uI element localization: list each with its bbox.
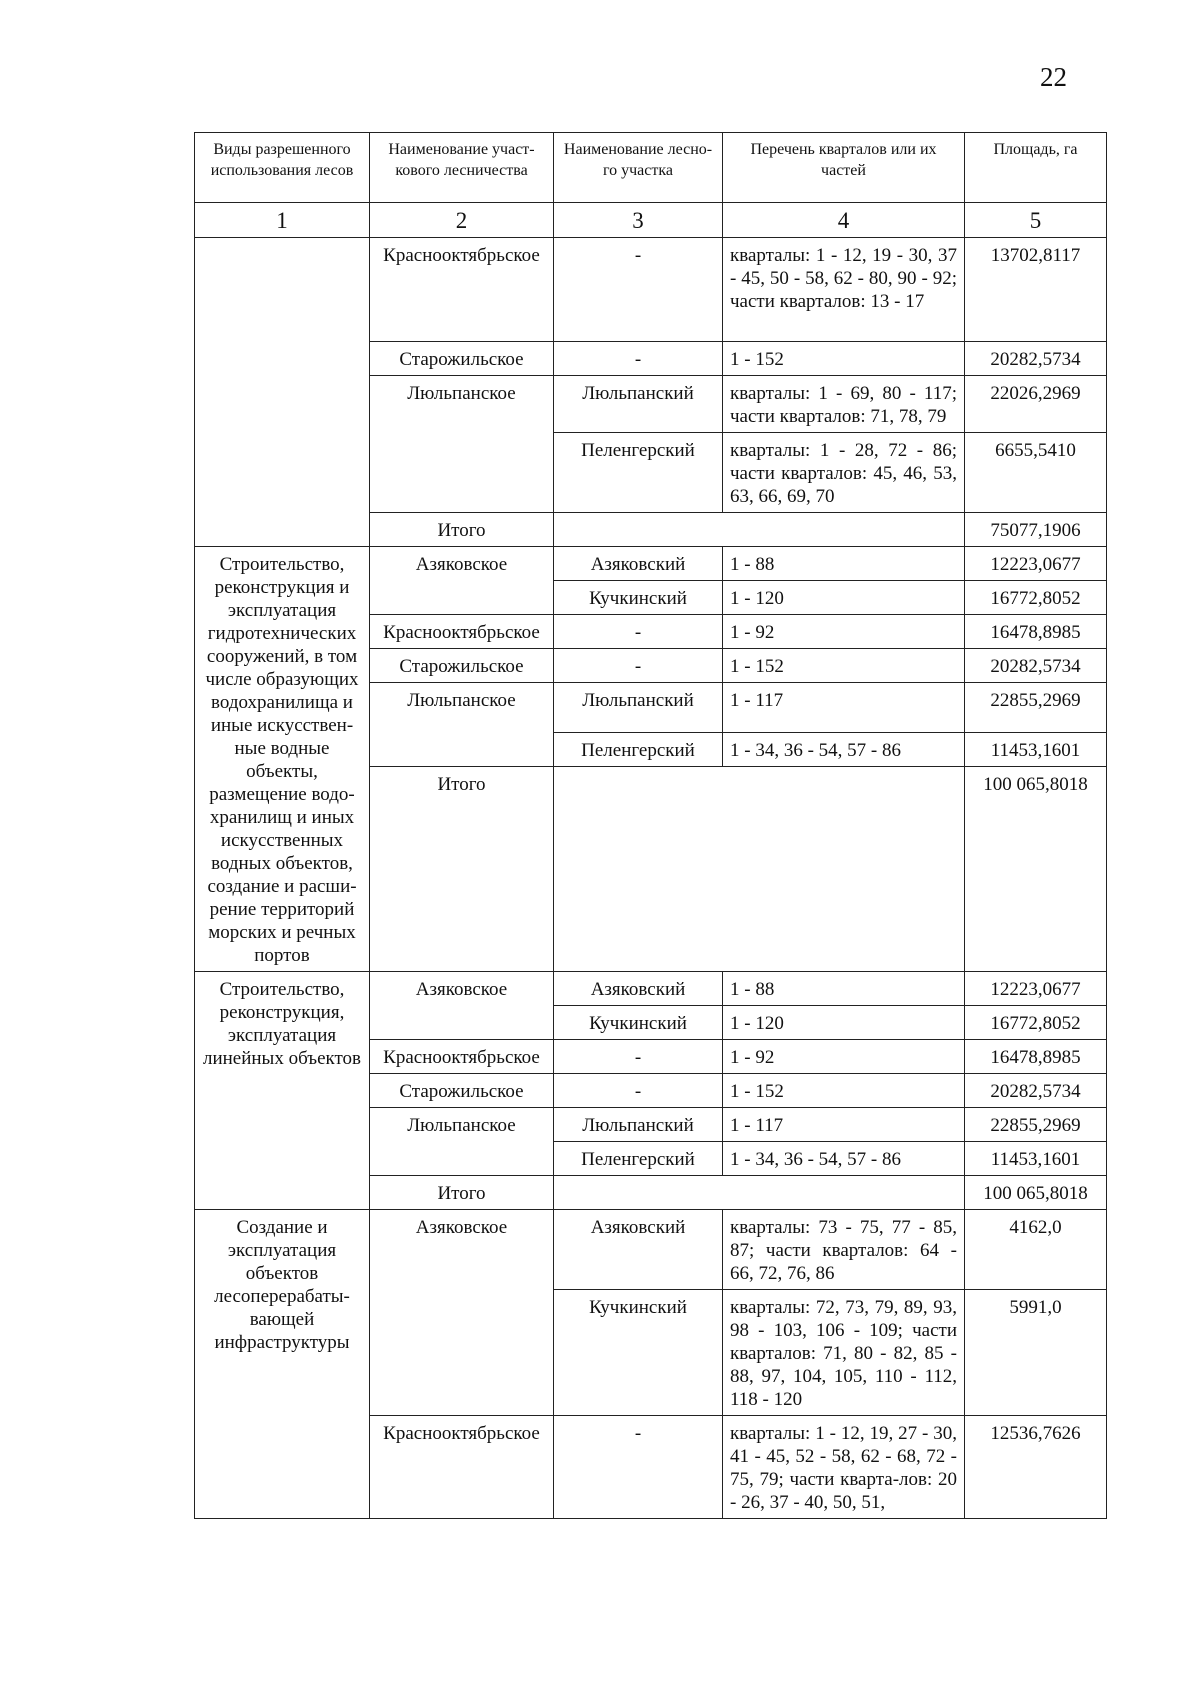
column-number-row xyxy=(195,203,1107,238)
forestry-cell: Люльпанское xyxy=(370,683,554,767)
area-cell: 20282,5734 xyxy=(965,1074,1107,1108)
header-area: Площадь, га xyxy=(965,133,1107,203)
header-forestry: Наименование участ-кового лесничества xyxy=(370,133,554,203)
area-cell: 12536,7626 xyxy=(965,1416,1107,1519)
column-number: 2 xyxy=(370,203,554,238)
page-number: 22 xyxy=(1040,62,1067,92)
table-row xyxy=(195,238,1107,342)
plot-cell: Азяковский xyxy=(554,547,723,581)
quarters-cell: кварталы: 1 - 12, 19, 27 - 30, 41 - 45, 52 - 58, 62 - 68, 72 - 75, 79; части кварта-лов: 20 - 26, 37 - 40, 50, 51, xyxy=(723,1416,965,1519)
area-cell: 13702,8117 xyxy=(965,238,1107,342)
area-cell: 16772,8052 xyxy=(965,581,1107,615)
forestry-cell: Старожильское xyxy=(370,342,554,376)
use-type-cell: Строительство, реконструкция, эксплуатация линейных объектов xyxy=(195,972,370,1210)
area-cell: 16478,8985 xyxy=(965,615,1107,649)
forestry-cell: Люльпанское xyxy=(370,376,554,513)
total-empty xyxy=(554,767,965,972)
table-row xyxy=(195,547,1107,581)
total-label: Итого xyxy=(370,767,554,972)
area-cell: 11453,1601 xyxy=(965,733,1107,767)
area-cell: 12223,0677 xyxy=(965,547,1107,581)
plot-cell: - xyxy=(554,1040,723,1074)
area-cell: 22026,2969 xyxy=(965,376,1107,433)
forestry-cell: Азяковское xyxy=(370,547,554,615)
area-cell: 22855,2969 xyxy=(965,1108,1107,1142)
plot-cell: - xyxy=(554,342,723,376)
area-cell: 16772,8052 xyxy=(965,1006,1107,1040)
total-area: 75077,1906 xyxy=(965,513,1107,547)
quarters-cell: 1 - 152 xyxy=(723,649,965,683)
forest-use-table xyxy=(194,132,1107,1519)
quarters-cell: 1 - 120 xyxy=(723,581,965,615)
total-label: Итого xyxy=(370,513,554,547)
quarters-cell: кварталы: 1 - 69, 80 - 117; части кварталов: 71, 78, 79 xyxy=(723,376,965,433)
area-cell: 22855,2969 xyxy=(965,683,1107,733)
table-row xyxy=(195,972,1107,1006)
plot-cell: Люльпанский xyxy=(554,376,723,433)
plot-cell: Пеленгерский xyxy=(554,433,723,513)
total-empty xyxy=(554,513,965,547)
forestry-cell: Краснооктябрьское xyxy=(370,1040,554,1074)
use-type-cell-continued xyxy=(195,238,370,547)
area-cell: 11453,1601 xyxy=(965,1142,1107,1176)
quarters-cell: 1 - 152 xyxy=(723,1074,965,1108)
header-use-type: Виды разрешенного использования лесов xyxy=(195,133,370,203)
total-area: 100 065,8018 xyxy=(965,767,1107,972)
plot-cell: Кучкинский xyxy=(554,1290,723,1416)
forestry-cell: Краснооктябрьское xyxy=(370,1416,554,1519)
plot-cell: Пеленгерский xyxy=(554,733,723,767)
plot-cell: Люльпанский xyxy=(554,683,723,733)
plot-cell: - xyxy=(554,1074,723,1108)
quarters-cell: 1 - 34, 36 - 54, 57 - 86 xyxy=(723,733,965,767)
header-forest-plot: Наименование лесно-го участка xyxy=(554,133,723,203)
plot-cell: Пеленгерский xyxy=(554,1142,723,1176)
plot-cell: Кучкинский xyxy=(554,581,723,615)
area-cell: 4162,0 xyxy=(965,1210,1107,1290)
quarters-cell: кварталы: 1 - 12, 19 - 30, 37 - 45, 50 - 58, 62 - 80, 90 - 92; части кварталов: 13 - 17 xyxy=(723,238,965,342)
column-number: 1 xyxy=(195,203,370,238)
area-cell: 6655,5410 xyxy=(965,433,1107,513)
plot-cell: - xyxy=(554,649,723,683)
column-number: 5 xyxy=(965,203,1107,238)
plot-cell: - xyxy=(554,1416,723,1519)
total-area: 100 065,8018 xyxy=(965,1176,1107,1210)
total-empty xyxy=(554,1176,965,1210)
area-cell: 16478,8985 xyxy=(965,1040,1107,1074)
plot-cell: - xyxy=(554,238,723,342)
use-type-cell: Создание и эксплуатация объектов лесоперерабаты-вающей инфраструктуры xyxy=(195,1210,370,1519)
plot-cell: Азяковский xyxy=(554,1210,723,1290)
plot-cell: Кучкинский xyxy=(554,1006,723,1040)
quarters-cell: 1 - 117 xyxy=(723,1108,965,1142)
quarters-cell: 1 - 88 xyxy=(723,547,965,581)
forestry-cell: Азяковское xyxy=(370,972,554,1040)
plot-cell: - xyxy=(554,615,723,649)
quarters-cell: 1 - 152 xyxy=(723,342,965,376)
forestry-cell: Старожильское xyxy=(370,649,554,683)
header-row xyxy=(195,133,1107,203)
table-row xyxy=(195,1210,1107,1290)
forestry-cell: Краснооктябрьское xyxy=(370,615,554,649)
area-cell: 12223,0677 xyxy=(965,972,1107,1006)
forestry-cell: Старожильское xyxy=(370,1074,554,1108)
plot-cell: Люльпанский xyxy=(554,1108,723,1142)
quarters-cell: кварталы: 72, 73, 79, 89, 93, 98 - 103, 106 - 109; части кварталов: 71, 80 - 82, 85 - 88, 97, 104, 105, 110 - 112, 118 - 120 xyxy=(723,1290,965,1416)
forestry-cell: Азяковское xyxy=(370,1210,554,1416)
use-type-cell: Строительство, реконструкция и эксплуатация гидротехнических сооружений, в том числе образующих водохранилища и иные искусствен-ные водные объекты, размещение водо-хранилищ и иных искусственных водных объектов, создание и расши-рение территорий морских и речных портов xyxy=(195,547,370,972)
area-cell: 20282,5734 xyxy=(965,649,1107,683)
total-label: Итого xyxy=(370,1176,554,1210)
column-number: 4 xyxy=(723,203,965,238)
quarters-cell: 1 - 92 xyxy=(723,1040,965,1074)
header-quarters: Перечень кварталов или их частей xyxy=(723,133,965,203)
quarters-cell: кварталы: 73 - 75, 77 - 85, 87; части кварталов: 64 - 66, 72, 76, 86 xyxy=(723,1210,965,1290)
area-cell: 5991,0 xyxy=(965,1290,1107,1416)
quarters-cell: 1 - 117 xyxy=(723,683,965,733)
quarters-cell: 1 - 34, 36 - 54, 57 - 86 xyxy=(723,1142,965,1176)
area-cell: 20282,5734 xyxy=(965,342,1107,376)
plot-cell: Азяковский xyxy=(554,972,723,1006)
column-number: 3 xyxy=(554,203,723,238)
quarters-cell: 1 - 92 xyxy=(723,615,965,649)
quarters-cell: 1 - 120 xyxy=(723,1006,965,1040)
quarters-cell: 1 - 88 xyxy=(723,972,965,1006)
forestry-cell: Люльпанское xyxy=(370,1108,554,1176)
forestry-cell: Краснооктябрьское xyxy=(370,238,554,342)
quarters-cell: кварталы: 1 - 28, 72 - 86; части кварталов: 45, 46, 53, 63, 66, 69, 70 xyxy=(723,433,965,513)
